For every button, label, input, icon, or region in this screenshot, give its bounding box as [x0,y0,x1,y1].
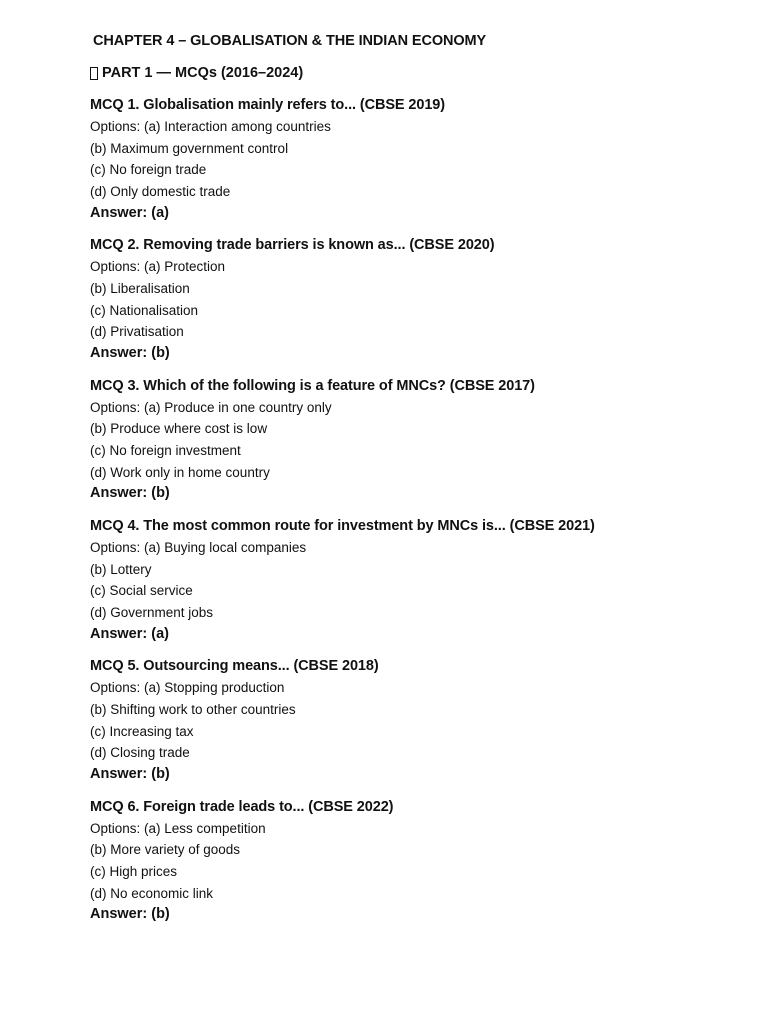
option-a: Options: (a) Protection [90,259,226,275]
option-c: (c) No foreign investment [90,443,241,459]
answer: Answer: (a) [90,204,169,221]
missing-glyph-icon [90,67,98,80]
document-content [90,30,750,936]
answer: Answer: (b) [90,766,170,783]
mcq-3 [90,375,750,505]
mcq-6 [90,796,750,926]
answer: Answer: (b) [90,906,170,923]
option-d: (d) Work only in home country [90,464,270,480]
part-heading [90,62,750,84]
option-b: (b) More variety of goods [90,842,241,858]
mcq-1 [90,94,750,224]
option-d: (d) Only domestic trade [90,184,231,200]
part-heading-text: PART 1 — MCQs (2016–2024) [102,65,304,81]
option-c: (c) Increasing tax [90,723,194,739]
mcq-4 [90,515,750,645]
answer: Answer: (b) [90,345,170,362]
option-b: (b) Lottery [90,561,152,577]
option-b: (b) Liberalisation [90,281,190,297]
question: MCQ 4. The most common route for investment by MNCs is... (CBSE 2021) [90,517,595,534]
option-b: (b) Maximum government control [90,140,289,156]
option-a: Options: (a) Stopping production [90,680,285,696]
option-d: (d) Closing trade [90,745,190,761]
option-a: Options: (a) Interaction among countries [90,119,331,134]
question: MCQ 3. Which of the following is a feature of MNCs? (CBSE 2017) [90,377,535,394]
question: MCQ 2. Removing trade barriers is known as... (CBSE 2020) [90,237,495,254]
option-d: (d) Government jobs [90,605,214,621]
option-b: (b) Shifting work to other countries [90,701,296,717]
mcq-2 [90,234,750,364]
option-c: (c) Nationalisation [90,302,199,318]
option-c: (c) High prices [90,863,178,879]
option-b: (b) Produce where cost is low [90,421,268,437]
option-d: (d) Privatisation [90,324,184,340]
option-a: Options: (a) Less competition [90,820,266,836]
option-d: (d) No economic link [90,885,214,901]
option-c: (c) Social service [90,583,193,599]
question: MCQ 1. Globalisation mainly refers to... (CBSE 2019) [90,97,445,113]
question: MCQ 6. Foreign trade leads to... (CBSE 2022) [90,798,394,815]
question: MCQ 5. Outsourcing means... (CBSE 2018) [90,658,379,675]
option-a: Options: (a) Produce in one country only [90,399,332,415]
option-c: (c) No foreign trade [90,162,207,178]
answer: Answer: (b) [90,485,170,502]
mcq-5 [90,655,750,785]
answer: Answer: (a) [90,625,169,642]
option-a: Options: (a) Buying local companies [90,539,307,555]
chapter-title: CHAPTER 4 – GLOBALISATION & THE INDIAN ECONOMY [93,33,487,49]
